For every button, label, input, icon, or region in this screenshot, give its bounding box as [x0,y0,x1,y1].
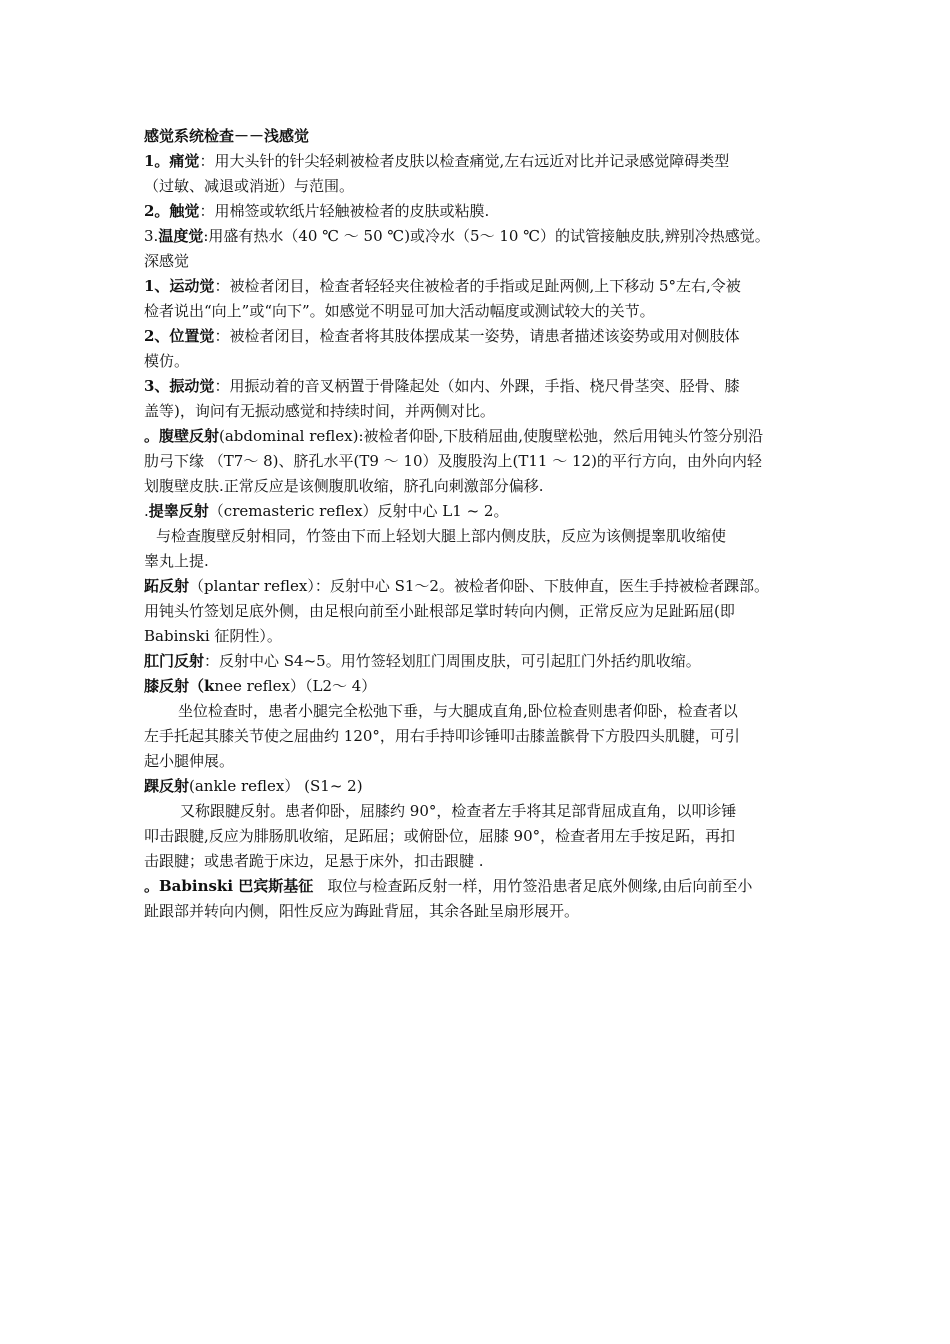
deep-sense-heading: 深感觉 [144,252,190,270]
knee-text-2: 坐位检查时，患者小腿完全松弛下垂，与大腿成直角,卧位检查则患者仰卧，检查者以 [178,702,738,720]
cremasteric-text-2: 与检查腹壁反射相同，竹签由下而上轻划大腿上部内侧皮肤，反应为该侧提睾肌收缩使 [156,527,727,545]
motion-text-1: ：被检者闭目，检查者轻轻夹住被检者的手指或足趾两侧,上下移动 5°左右,令被 [214,277,741,295]
position-paragraph [144,324,808,349]
babinski-text-1: 取位与检查跖反射一样，用竹签沿患者足底外侧缘,由后向前至小 [313,877,753,895]
cremasteric-prefix: . [144,502,149,520]
vibration-paragraph [144,374,808,399]
abdominal-text-2: 肋弓下缘 （T7～ 8)、脐孔水平(T9 ～ 10）及腹股沟上(T11 ～ 12)的平行方向，由外向内轻 [144,452,762,470]
temperature-prefix: 3. [144,227,159,245]
abdominal-text-3: 划腹壁皮肤.正常反应是该侧腹肌收缩，脐孔向刺激部分偏移. [144,477,544,495]
position-label: 2、位置觉 [144,327,215,345]
plantar-label: 跖反射 [144,577,190,595]
knee-paragraph [144,674,808,699]
babinski-label: 。Babinski 巴宾斯基征 [144,877,314,895]
touch-paragraph [144,199,808,224]
babinski-text-2: 趾跟部并转向内侧，阳性反应为踇趾背屈，其余各趾呈扇形展开。 [144,902,580,920]
anal-text: ：反射中心 S4~5。用竹签轻划肛门周围皮肤，可引起肛门外括约肌收缩。 [204,652,701,670]
abdominal-paragraph [144,424,808,449]
plantar-text-3: Babinski 征阴性）。 [144,627,282,645]
vibration-text-2: 盖等)，询问有无振动感觉和持续时间，并两侧对比。 [144,402,495,420]
plantar-paragraph [144,574,808,599]
pain-text-1: ：用大头针的针尖轻刺被检者皮肤以检查痛觉,左右远近对比并记录感觉障碍类型 [199,152,730,170]
motion-paragraph [144,274,808,299]
knee-text-3: 左手托起其膝关节使之屈曲约 120°，用右手持叩诊锤叩击膝盖髌骨下方股四头肌腱，可引 [144,727,740,745]
position-text-2: 模仿。 [144,352,190,370]
pain-label: 1。痛觉 [144,152,200,170]
touch-label: 2。触觉 [144,202,200,220]
position-text-1: ：被检者闭目，检查者将其肢体摆成某一姿势，请患者描述该姿势或用对侧肢体 [214,327,740,345]
ankle-text-4: 击跟腱；或患者跪于床边，足悬于床外，扣击跟腱 . [144,852,484,870]
anal-paragraph [144,649,808,674]
pain-paragraph [144,149,808,174]
knee-text-4: 起小腿伸展。 [144,752,235,770]
ankle-text-3: 叩击跟腱,反应为腓肠肌收缩，足跖屈；或俯卧位，屈膝 90°，检查者用左手按足跖，再扣 [144,827,736,845]
plantar-text-2: 用钝头竹签划足底外侧，由足根向前至小趾根部足掌时转向内侧，正常反应为足趾跖屈(即 [144,602,735,620]
abdominal-text-1: (abdominal reflex):被检者仰卧,下肢稍屈曲,使腹壁松弛，然后用钝头竹签分别沿 [219,427,764,445]
ankle-text-2: 又称跟腱反射。患者仰卧，屈膝约 90°，检查者左手将其足部背屈成直角，以叩诊锤 [180,802,737,820]
motion-label: 1、运动觉 [144,277,215,295]
vibration-text-1: ：用振动着的音叉柄置于骨隆起处（如内、外踝，手指、桡尺骨茎突、胫骨、膝 [214,377,740,395]
temperature-text: :用盛有热水（40 ℃ ～ 50 ℃)或冷水（5～ 10 ℃）的试管接触皮肤,辨别冷热感觉。 [203,227,770,245]
vibration-label: 3、振动觉 [144,377,215,395]
ankle-paragraph [144,774,808,799]
cremasteric-text-3: 睾丸上提. [144,552,209,570]
ankle-label: 踝反射 [144,777,190,795]
temperature-paragraph [144,224,808,249]
cremasteric-text-1: （cremasteric reflex）反射中心 L1 ~ 2。 [208,502,509,520]
babinski-paragraph [144,874,808,899]
document-page [144,124,808,924]
touch-text: ：用棉签或软纸片轻触被检者的皮肤或粘膜. [199,202,490,220]
pain-text-2: （过敏、减退或消逝）与范围。 [144,177,355,195]
plantar-text-1: （plantar reflex）：反射中心 S1～2。被检者仰卧、下肢伸直，医生手持被检者踝部。 [189,577,769,595]
cremasteric-label: 提睾反射 [148,502,209,520]
motion-text-2: 检者说出“向上”或“向下”。如感觉不明显可加大活动幅度或测试较大的关节。 [144,302,655,320]
temperature-label: 温度觉 [158,227,204,245]
anal-label: 肛门反射 [144,652,205,670]
section-title: 感觉系统检查－－浅感觉 [144,127,310,145]
knee-label: 膝反射（k [144,677,215,695]
abdominal-label: 。腹壁反射 [144,427,220,445]
cremasteric-paragraph [144,499,808,524]
ankle-text-1: (ankle reflex） (S1~ 2) [189,777,363,795]
knee-text-1: nee reflex）（L2～ 4） [214,677,377,695]
